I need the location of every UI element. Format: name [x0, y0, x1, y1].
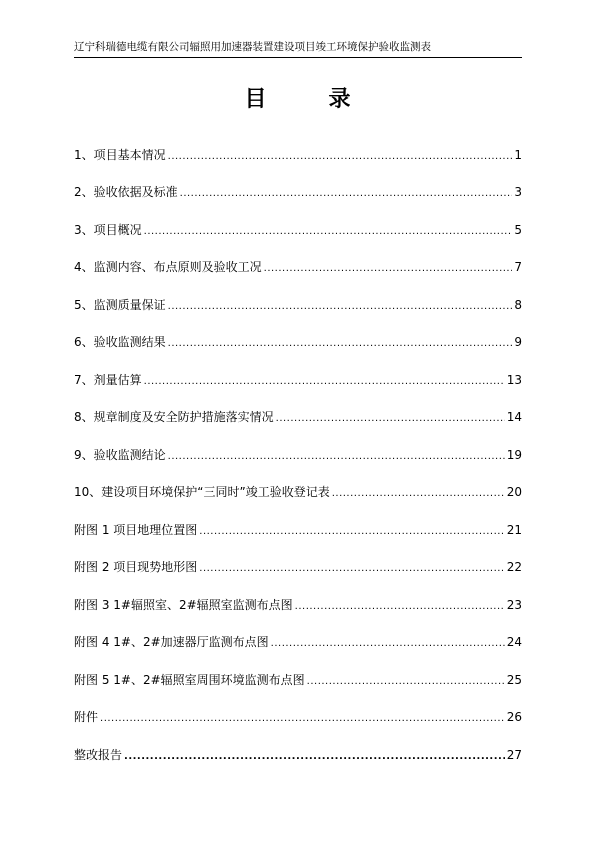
toc-leader-dots	[271, 637, 505, 650]
toc-leader-dots	[168, 300, 513, 313]
toc-entry[interactable]	[74, 466, 522, 504]
toc-entry[interactable]	[74, 316, 522, 354]
toc-entry-page: 5	[514, 222, 522, 237]
toc-leader-dots	[124, 750, 505, 763]
toc-leader-dots	[144, 225, 513, 238]
toc-entry-label: 4、监测内容、布点原则及验收工况	[74, 260, 262, 274]
toc-entry[interactable]	[74, 391, 522, 429]
toc-entry-label: 6、验收监测结果	[74, 335, 166, 349]
toc-entry-label: 附图 5 1#、2#辐照室周围环境监测布点图	[74, 672, 305, 687]
toc-entry-page: 26	[506, 710, 522, 724]
toc-leader-dots	[295, 600, 505, 613]
toc-entry-page: 24	[506, 635, 522, 649]
toc-entry-label: 9、验收监测结论	[74, 447, 166, 462]
toc-leader-dots	[168, 337, 513, 350]
toc-entry-page: 9	[514, 335, 522, 349]
toc-entry-page: 25	[506, 672, 522, 687]
toc-entry-page: 7	[514, 260, 522, 274]
toc-leader-dots	[168, 150, 513, 163]
toc-leader-dots	[332, 487, 505, 500]
toc-leader-dots	[276, 412, 505, 425]
toc-entry-label: 10、建设项目环境保护“三同时”竣工验收登记表	[74, 485, 330, 499]
toc-entry[interactable]	[74, 203, 522, 241]
toc-entry-label: 附图 4 1#、2#加速器厅监测布点图	[74, 635, 269, 649]
table-of-contents	[74, 128, 522, 766]
toc-entry-page: 8	[514, 297, 522, 312]
toc-entry[interactable]	[74, 541, 522, 579]
running-header: 辽宁科瑞德电缆有限公司辐照用加速器装置建设项目竣工环境保护验收监测表	[74, 41, 431, 53]
toc-entry-label: 附图 2 项目现势地形图	[74, 560, 198, 574]
toc-entry[interactable]	[74, 241, 522, 279]
page-title: 目 录	[244, 86, 371, 112]
toc-entry[interactable]	[74, 428, 522, 466]
toc-entry-label: 附图 3 1#辐照室、2#辐照室监测布点图	[74, 597, 293, 612]
toc-entry[interactable]	[74, 728, 522, 766]
toc-entry-label: 8、规章制度及安全防护措施落实情况	[74, 410, 274, 424]
toc-entry-label: 7、剂量估算	[74, 372, 142, 387]
toc-entry[interactable]	[74, 353, 522, 391]
toc-entry-page: 13	[506, 372, 522, 387]
toc-entry[interactable]	[74, 166, 522, 204]
toc-entry-label: 整改报告	[74, 747, 123, 762]
toc-leader-dots	[144, 375, 505, 388]
toc-leader-dots	[180, 187, 513, 200]
toc-entry[interactable]	[74, 278, 522, 316]
toc-leader-dots	[100, 712, 505, 725]
toc-entry-label: 3、项目概况	[74, 222, 142, 237]
toc-leader-dots	[199, 562, 504, 575]
toc-leader-dots	[168, 450, 505, 463]
toc-entry[interactable]	[74, 578, 522, 616]
toc-entry-page: 23	[506, 597, 522, 612]
toc-entry[interactable]	[74, 616, 522, 654]
toc-entry-page: 27	[506, 747, 522, 762]
header-rule	[74, 57, 522, 58]
toc-leader-dots	[264, 262, 513, 275]
toc-entry-page: 1	[514, 147, 522, 162]
toc-leader-dots	[307, 675, 505, 688]
toc-leader-dots	[199, 525, 504, 538]
toc-entry-page: 14	[506, 410, 522, 424]
toc-entry[interactable]	[74, 128, 522, 166]
toc-entry-label: 5、监测质量保证	[74, 297, 166, 312]
toc-entry-label: 附图 1 项目地理位置图	[74, 522, 198, 537]
toc-entry-label: 附件	[74, 710, 99, 724]
toc-entry-label: 1、项目基本情况	[74, 147, 166, 162]
toc-entry-page: 20	[506, 485, 522, 499]
toc-entry[interactable]	[74, 653, 522, 691]
toc-entry-page: 22	[506, 560, 522, 574]
toc-entry[interactable]	[74, 691, 522, 729]
toc-entry-page: 3	[514, 185, 522, 199]
toc-entry-page: 19	[506, 447, 522, 462]
toc-entry-label: 2、验收依据及标准	[74, 185, 178, 199]
toc-entry[interactable]	[74, 503, 522, 541]
toc-entry-page: 21	[506, 522, 522, 537]
